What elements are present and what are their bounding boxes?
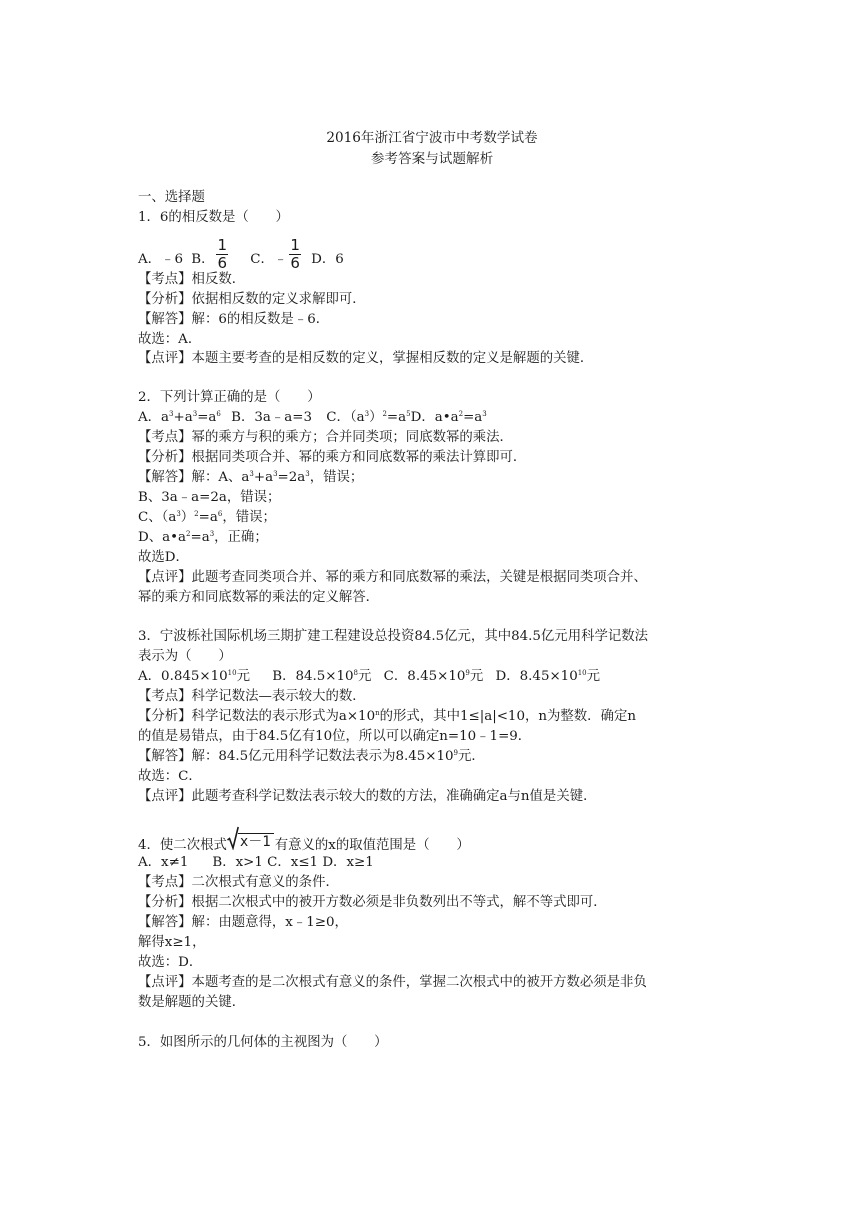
square-root-expression (227, 826, 274, 850)
exponent: 8 (353, 669, 359, 677)
q4-jieda: 【解答】解：由题意得，x﹣1≥0， (138, 915, 348, 930)
q3-stem-1: 3．宁波栎社国际机场三期扩建工程建设总投资84.5亿元，其中84.5亿元用科学记数法 (138, 629, 649, 644)
exponent: 3 (192, 410, 198, 418)
text: ，正确； (214, 530, 268, 545)
text: =a (190, 530, 210, 545)
q2-options (138, 406, 487, 425)
q4-options (138, 851, 374, 870)
q1-option-c: C．﹣ (250, 252, 288, 267)
q1-option-b-fraction (216, 238, 228, 271)
q2-option-c (326, 410, 410, 425)
q3-option-a (138, 669, 250, 684)
exponent: 10 (577, 669, 587, 677)
text: B．84.5×10 (272, 669, 354, 684)
fraction-denominator: 6 (217, 254, 228, 272)
q4-stem (138, 826, 470, 853)
exponent: 2 (186, 530, 191, 538)
text: ） (180, 510, 195, 525)
q3-jieda (138, 745, 485, 764)
q2-answer: 故选D． (138, 550, 189, 565)
exponent: 3 (305, 470, 310, 478)
q1-option-c-fraction (289, 238, 301, 271)
text: 【分析】科学记数法的表示形式为a×10 (138, 709, 376, 724)
q1-dianping: 【点评】本题主要考查的是相反数的定义，掌握相反数的定义是解题的关键． (138, 351, 594, 366)
fraction-numerator: 1 (290, 236, 300, 254)
text: =a (463, 410, 483, 425)
exponent: 6 (217, 510, 223, 518)
q2-stem: 2．下列计算正确的是（ ） (138, 390, 321, 405)
text: ） (369, 410, 383, 425)
text: 的形式，其中1≤|a|<10，n为整数．确定n (379, 709, 636, 724)
q4-options-bcd: B．x>1 C．x≤1 D．x≥1 (212, 855, 374, 870)
text: C、（a (138, 510, 177, 525)
exponent: 3 (249, 470, 254, 478)
q4-kaodian: 【考点】二次根式有意义的条件． (138, 875, 339, 890)
q2-option-b: B．3a﹣a=3 (231, 410, 313, 425)
q2-dianping-2: 幂的乘方和同底数幂的乘法的定义解答． (138, 590, 380, 605)
exponent: 3 (176, 510, 181, 518)
q5-stem: 5．如图所示的几何体的主视图为（ ） (138, 1035, 388, 1050)
q4-dianping-1: 【点评】本题考查的是二次根式有意义的条件，掌握二次根式中的被开方数必须是非负 (138, 975, 647, 990)
q3-option-b (272, 669, 371, 684)
text: 元． (458, 749, 485, 764)
text: C．（a (326, 410, 365, 425)
q2-option-a (138, 410, 221, 425)
text: 【解答】解：84.5亿元用科学记数法表示为8.45×10 (138, 749, 454, 764)
q4-fenxi: 【分析】根据二次根式中的被开方数必须是非负数列出不等式，解不等式即可． (138, 895, 607, 910)
q3-stem-2: 表示为（ ） (138, 649, 232, 664)
q2-kaodian: 【考点】幂的乘方与积的乘方；合并同类项；同底数幂的乘法． (138, 430, 513, 445)
q1-fenxi: 【分析】依据相反数的定义求解即可． (138, 292, 366, 307)
exponent: 3 (273, 470, 278, 478)
q3-option-c (384, 669, 484, 684)
text: +a (253, 470, 274, 485)
q1-answer: 故选：A． (138, 332, 202, 347)
page-title: 2016年浙江省宁波市中考数学试卷 (326, 130, 538, 146)
exponent: 2 (382, 410, 387, 418)
text: C．8.45×10 (383, 669, 466, 684)
text: 元 (469, 669, 484, 684)
text: D、a•a (138, 530, 186, 545)
exponent: 3 (364, 410, 370, 418)
text: =2a (277, 470, 306, 485)
q3-options (138, 665, 600, 684)
q2-line-d (138, 526, 268, 545)
q2-jieda (138, 466, 363, 485)
q1-option-d: D．6 (311, 252, 344, 267)
exponent: 9 (465, 669, 470, 677)
text: 【解答】解：A、a (138, 470, 250, 485)
text: D．8.45×10 (495, 669, 578, 684)
exponent: 2 (194, 510, 199, 518)
text: ，错误； (222, 510, 276, 525)
text: 元 (236, 669, 250, 684)
exponent: 10 (227, 669, 237, 677)
section-title: 一、选择题 (138, 190, 205, 205)
text: +a (173, 410, 193, 425)
text: =a (198, 510, 218, 525)
q4-dianping-2: 数是解题的关键． (138, 995, 246, 1010)
q2-line-c (138, 506, 276, 525)
text: 有意义的x的取值范围是（ ） (274, 838, 470, 853)
q4-option-a: A．x≠1 (138, 855, 189, 870)
text: 元 (586, 669, 601, 684)
exponent: n (375, 709, 380, 717)
q2-option-d (411, 410, 487, 425)
q4-answer: 故选：D． (138, 955, 203, 970)
q2-line-b: B、3a﹣a=2a，错误； (138, 490, 281, 505)
text: 元 (358, 669, 372, 684)
q1-option-b: B． (191, 252, 215, 267)
q3-kaodian: 【考点】科学记数法—表示较大的数． (138, 689, 366, 704)
text: A．0.845×10 (138, 669, 228, 684)
text: 4．使二次根式 (138, 838, 227, 853)
q1-stem: 1．6的相反数是（ ） (138, 210, 289, 225)
q1-option-a: A．﹣6 (138, 252, 183, 267)
q4-solution: 解得x≥1， (138, 935, 206, 950)
text: A．a (138, 410, 170, 425)
q1-jieda: 【解答】解：6的相反数是﹣6． (138, 312, 330, 327)
q3-dianping: 【点评】此题考查科学记数法表示较大的数的方法，准确确定a与n值是关键． (138, 789, 597, 804)
exponent: 6 (216, 410, 221, 418)
page-subtitle: 参考答案与试题解析 (370, 151, 494, 167)
text: =a (197, 410, 217, 425)
text: =a (386, 410, 407, 425)
fraction-numerator: 1 (217, 236, 228, 254)
q3-answer: 故选：C． (138, 769, 202, 784)
exponent: 2 (458, 410, 464, 418)
exponent: 3 (482, 410, 487, 418)
exponent: 9 (453, 749, 458, 757)
q3-option-d (496, 669, 601, 684)
text: ，错误； (309, 470, 364, 485)
exponent: 3 (169, 410, 174, 418)
q2-dianping-1: 【点评】此题考查同类项合并、幂的乘方和同底数幂的乘法，关键是根据同类项合并、 (138, 570, 647, 585)
text: D．a•a (410, 410, 459, 425)
q1-kaodian: 【考点】相反数． (138, 272, 246, 287)
exponent: 5 (406, 410, 411, 418)
radicand: x－1 (238, 833, 274, 850)
q2-fenxi: 【分析】根据同类项合并、幂的乘方和同底数幂的乘法计算即可． (138, 450, 527, 465)
fraction-denominator: 6 (290, 254, 300, 272)
q3-fenxi-2: 的值是易错点，由于84.5亿有10位，所以可以确定n=10﹣1=9． (138, 729, 532, 744)
exponent: 3 (209, 530, 215, 538)
q3-fenxi-1 (138, 705, 636, 724)
